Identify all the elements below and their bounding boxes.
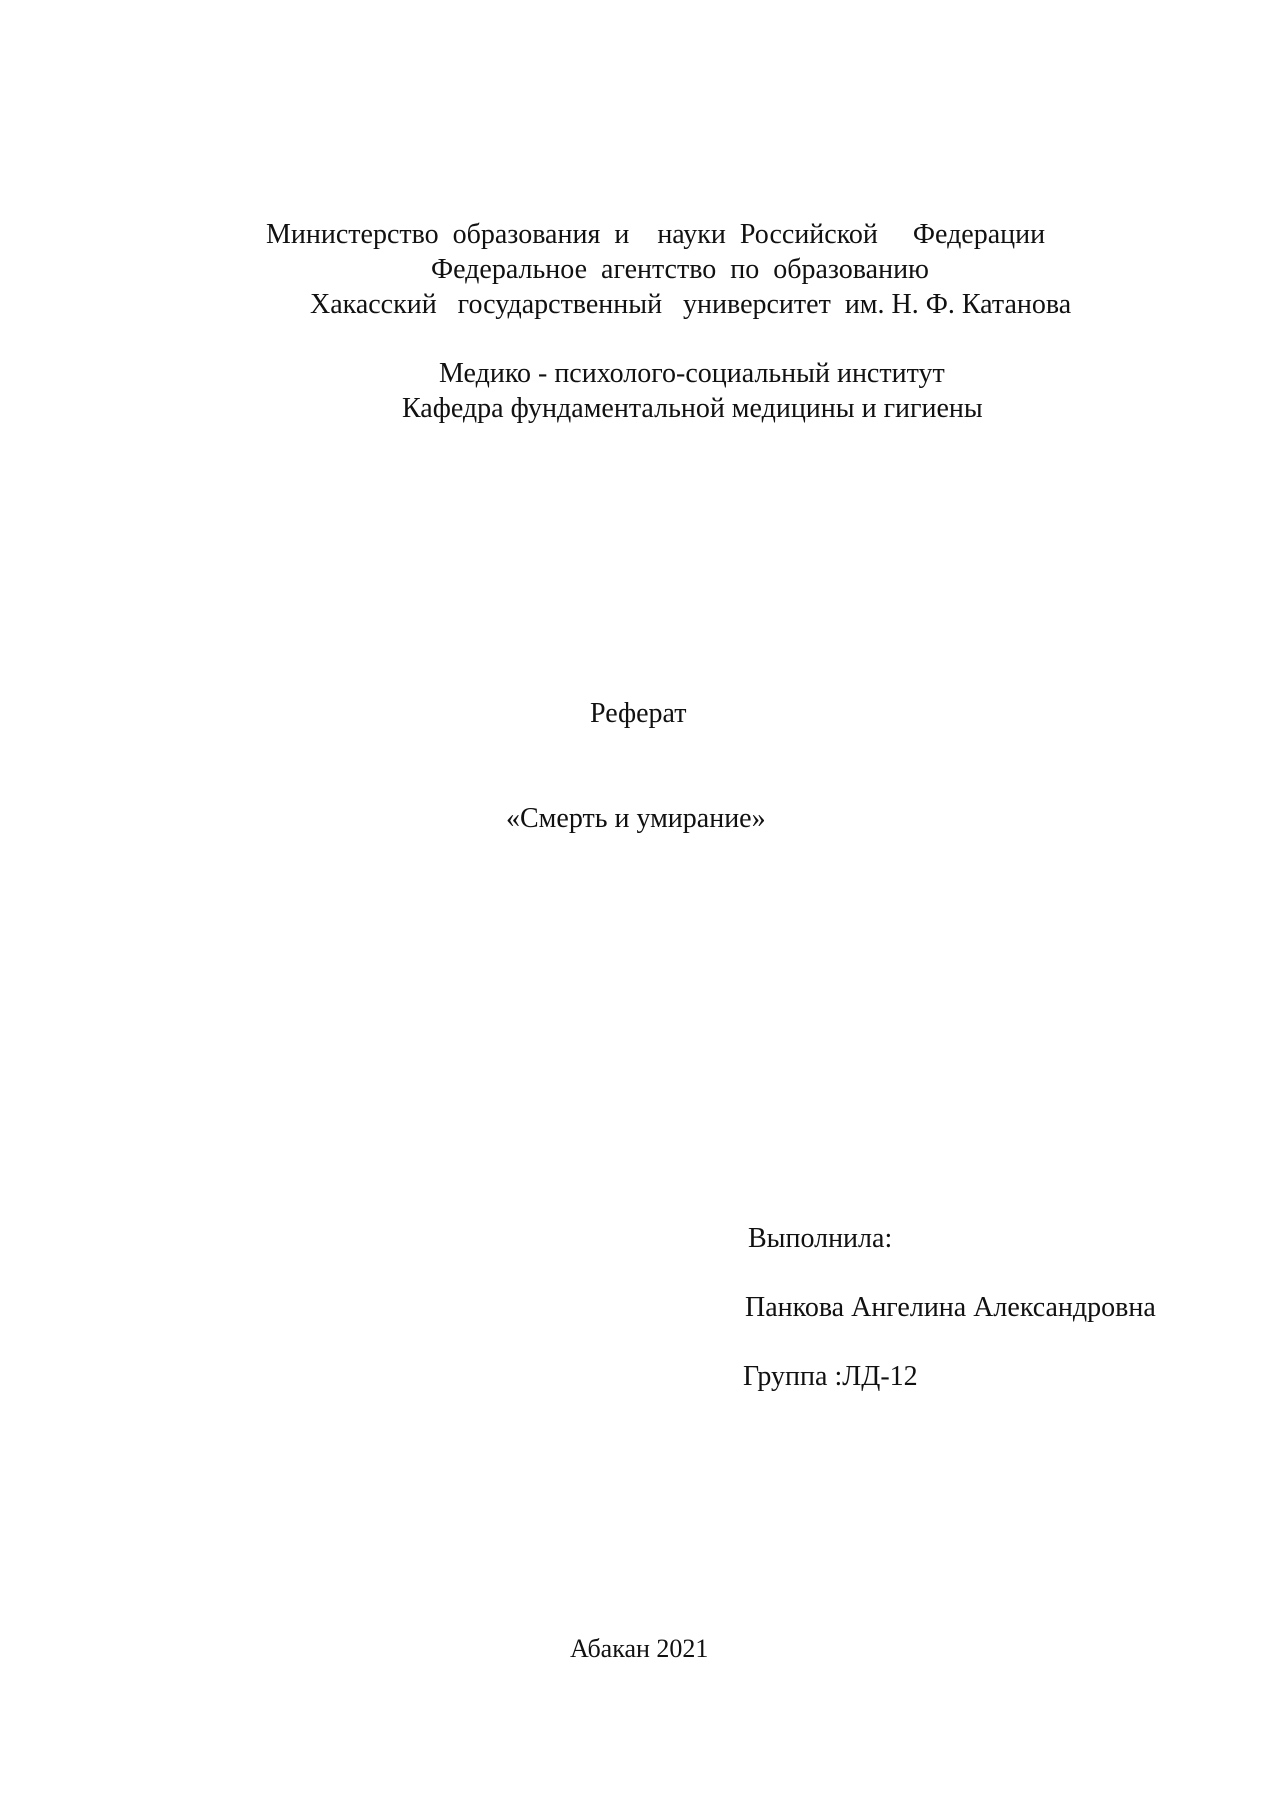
agency-line: Федеральное агентство по образованию <box>431 254 929 285</box>
student-group: Группа :ЛД-12 <box>743 1361 918 1392</box>
document-topic: «Смерть и умирание» <box>506 803 766 834</box>
institute-line: Медико - психолого-социальный институт <box>439 358 945 389</box>
city-year-footer: Абакан 2021 <box>570 1634 709 1663</box>
student-name: Панкова Ангелина Александровна <box>745 1292 1156 1323</box>
document-type: Реферат <box>590 698 687 729</box>
ministry-line: Министерство образования и науки Российской Федерации <box>266 219 1046 250</box>
performed-by-label: Выполнила: <box>748 1223 893 1254</box>
department-line: Кафедра фундаментальной медицины и гигиены <box>402 393 983 424</box>
university-line: Хакасский государственный университет им. Н. Ф. Катанова <box>310 289 1072 320</box>
